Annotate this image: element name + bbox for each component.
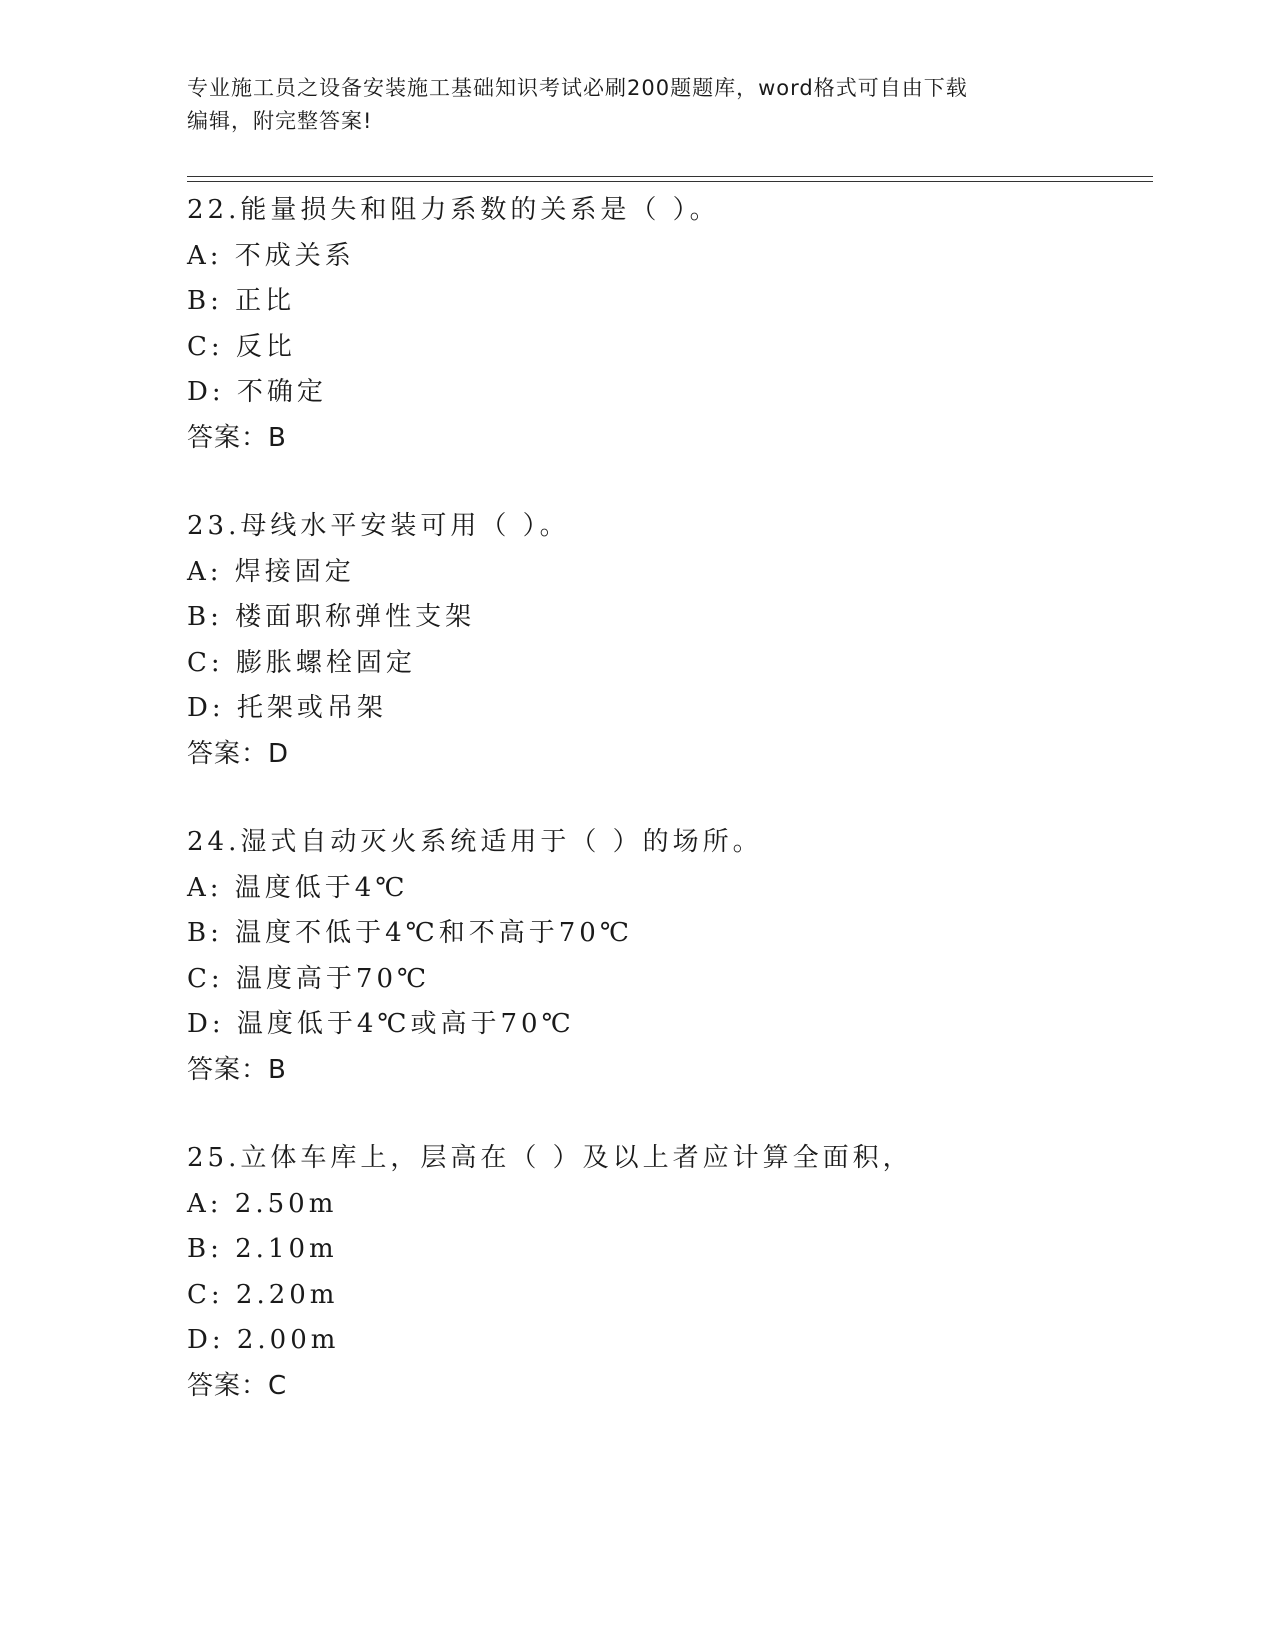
option-b: B: 正比 xyxy=(187,286,296,316)
question-25 xyxy=(187,1136,1153,1409)
option-a: A: 焊接固定 xyxy=(187,556,355,587)
header-divider-bottom xyxy=(187,181,1153,182)
option-a: A: 不成关系 xyxy=(187,240,355,271)
option-d: D: 不确定 xyxy=(187,377,327,407)
option-d: D: 2.00m xyxy=(187,1325,340,1355)
option-d: D: 温度低于4℃或高于70℃ xyxy=(187,1009,575,1039)
document-header xyxy=(187,72,1067,138)
answer-label: 答案：B xyxy=(187,422,287,453)
header-divider-top xyxy=(187,176,1153,177)
question-22 xyxy=(187,188,1153,461)
option-c: C: 2.20m xyxy=(187,1279,339,1310)
question-24 xyxy=(187,820,1153,1093)
option-d: D: 托架或吊架 xyxy=(187,693,387,723)
option-b: B: 楼面职称弹性支架 xyxy=(187,602,476,632)
option-c: C: 膨胀螺栓固定 xyxy=(187,647,416,678)
answer-label: 答案：C xyxy=(187,1370,288,1401)
question-list xyxy=(187,188,1153,1452)
answer-label: 答案：D xyxy=(187,738,290,769)
answer-label: 答案：B xyxy=(187,1054,287,1085)
option-c: C: 反比 xyxy=(187,331,296,362)
question-stem: 25.立体车库上，层高在（ ）及以上者应计算全面积， xyxy=(187,1143,913,1173)
option-b: B: 2.10m xyxy=(187,1234,338,1264)
header-line-2: 编辑，附完整答案! xyxy=(187,109,373,133)
option-a: A: 2.50m xyxy=(187,1188,338,1219)
option-b: B: 温度不低于4℃和不高于70℃ xyxy=(187,918,633,948)
header-line-1: 专业施工员之设备安装施工基础知识考试必刷200题题库，word格式可自由下载 xyxy=(187,76,968,100)
option-a: A: 温度低于4℃ xyxy=(187,872,409,903)
question-stem: 22.能量损失和阻力系数的关系是（ ）。 xyxy=(187,195,720,225)
question-stem: 23.母线水平安装可用（ ）。 xyxy=(187,511,570,541)
option-c: C: 温度高于70℃ xyxy=(187,963,431,994)
question-stem: 24.湿式自动灭火系统适用于（ ）的场所。 xyxy=(187,827,763,857)
question-23 xyxy=(187,504,1153,777)
